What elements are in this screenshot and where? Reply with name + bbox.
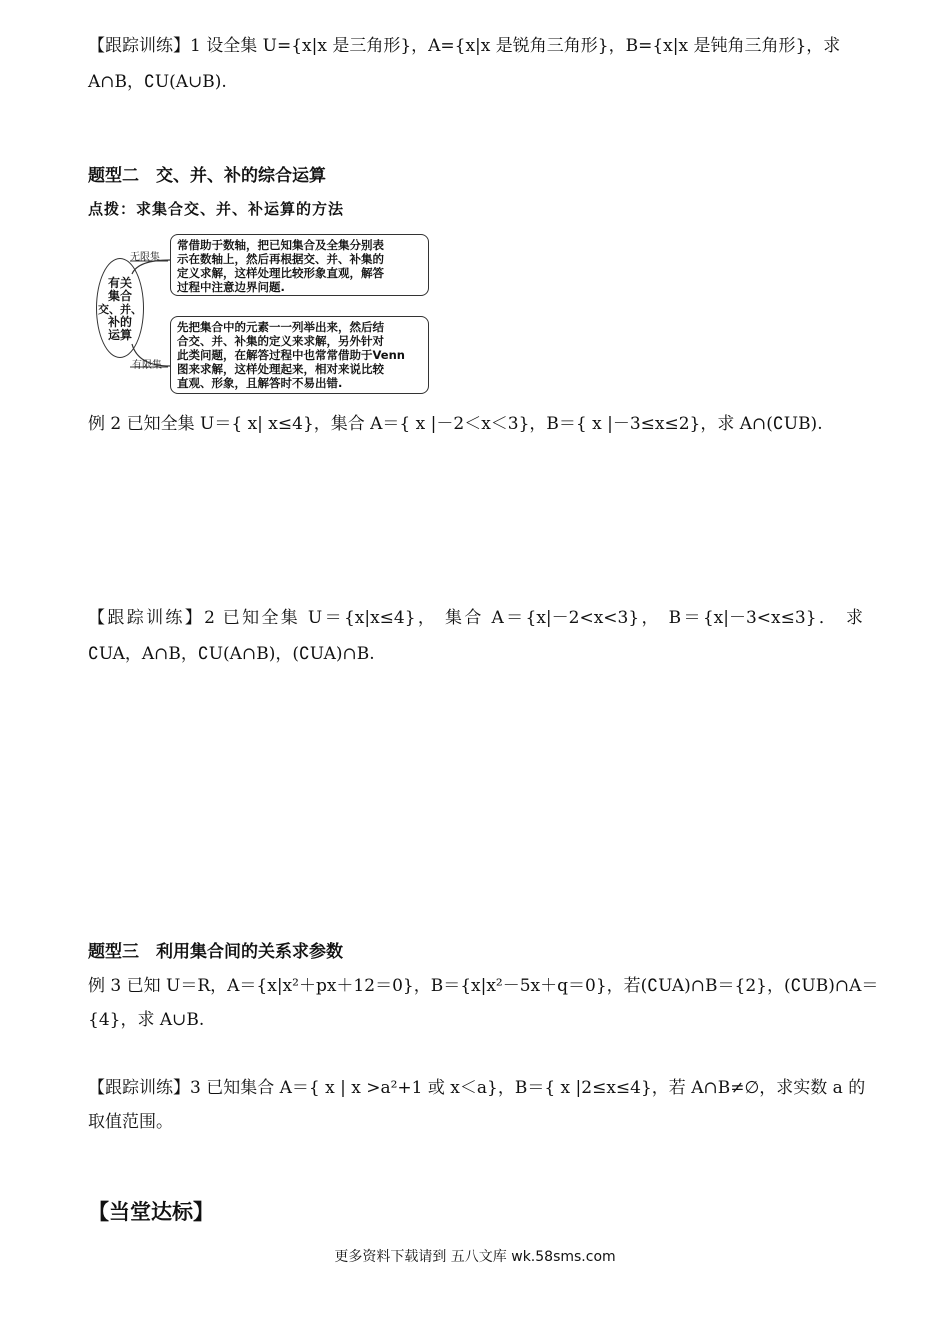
center-line-1: 有关 xyxy=(107,276,132,290)
box-bottom-line-1: 先把集合中的元素一一列举出来，然后结 xyxy=(177,320,384,334)
example-2: 例 2 已知全集 U＝{ x| x≤4}，集合 A＝{ x |－2＜x＜3}，B＝{ x |－3≤x≤2}，求 A∩(∁UB). xyxy=(88,414,823,434)
method-diagram xyxy=(90,234,435,396)
section-4-title: 【当堂达标】 xyxy=(88,1200,214,1224)
box-bottom-line-4: 图来求解，这样处理起来，相对来说比较 xyxy=(177,362,384,376)
example-3-line-1: 例 3 已知 U＝R，A＝{x|x²＋px＋12＝0}，B＝{x|x²－5x＋q＝0}，若(∁UA)∩B＝{2}，(∁UB)∩A＝ xyxy=(88,976,879,996)
box-top-line-4: 过程中注意边界问题. xyxy=(177,280,285,294)
center-line-3: 交、并、 xyxy=(98,303,142,316)
box-top-line-2: 示在数轴上，然后再根据交、并、补集的 xyxy=(177,252,384,266)
diagram-center-ellipse xyxy=(96,258,144,358)
practice-2-line-1: 【跟踪训练】2 已知全集 U＝{x|x≤4}， 集合 A＝{x|－2<x<3}， B＝{x|－3<x≤3}． 求 xyxy=(88,608,863,628)
center-line-2: 集合 xyxy=(107,289,132,303)
practice-2-line-2: ∁UA，A∩B，∁U(A∩B)，(∁UA)∩B. xyxy=(88,644,375,664)
practice-3-line-1: 【跟踪训练】3 已知集合 A＝{ x | x >a²+1 或 x＜a}，B＝{ x |2≤x≤4}，若 A∩B≠∅，求实数 a 的 xyxy=(88,1078,866,1098)
box-bottom-line-2: 合交、并、补集的定义来求解，另外针对 xyxy=(177,334,384,348)
section-2-tip: 点拨：求集合交、并、补运算的方法 xyxy=(88,200,345,218)
section-3-title: 题型三 利用集合间的关系求参数 xyxy=(88,942,343,962)
box-top-line-3: 定义求解，这样处理比较形象直观，解答 xyxy=(177,266,384,280)
center-line-4: 补的 xyxy=(107,315,132,329)
practice-3-line-2: 取值范围。 xyxy=(88,1112,173,1132)
section-2-title: 题型二 交、并、补的综合运算 xyxy=(88,166,326,186)
practice-1-line-2: A∩B，∁U(A∪B). xyxy=(88,72,227,92)
footer-download-note: 更多资料下载请到 五八文库 wk.58sms.com xyxy=(334,1249,616,1265)
diagram-box-finite xyxy=(170,316,429,394)
box-bottom-line-3: 此类问题，在解答过程中也常常借助于Venn xyxy=(177,348,405,362)
practice-1-line-1: 【跟踪训练】1 设全集 U={x|x 是三角形}，A={x|x 是锐角三角形}，B={x|x 是钝角三角形}，求 xyxy=(88,36,841,56)
tag-finite-set: 有限集 xyxy=(132,360,162,371)
box-bottom-line-5: 直观、形象，且解答时不易出错. xyxy=(177,376,343,390)
box-top-line-1: 常借助于数轴，把已知集合及全集分别表 xyxy=(177,238,384,252)
tag-infinite-set: 无限集 xyxy=(130,252,160,263)
center-line-5: 运算 xyxy=(107,328,132,342)
example-3-line-2: {4}，求 A∪B. xyxy=(88,1010,205,1030)
diagram-box-infinite xyxy=(170,234,429,296)
